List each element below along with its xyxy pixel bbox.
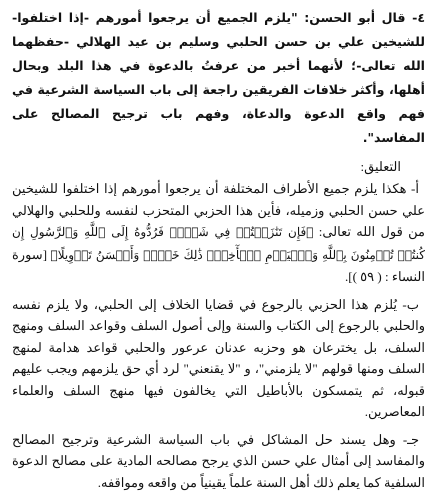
paragraph-b-text: ب- يُلزم هذا الحزبي بالرجوع في قضايا الخلاف إلى الحلبي، ولا يلزم نفسه والحلبي بالرجوع إلى الكتاب والسنة وإلى أصول السلف وقواعد السلف ومنهج السلف، بل يخترعان هو وحزبه عدنان عرعور والحلبي قواعد هدامة لمنهج السلف ومنها قولهم "لا يلزمني"، و "لا يقنعني" لرد أي حق يلزمهم ويجب عليهم قبوله، ثم يتمسكون بالأباطيل التي يخالفون فيها منهج السلف والعلماء المعاصرين. — [12, 296, 425, 419]
comment-paragraph-a — [12, 178, 425, 288]
paragraph-c-text: جـ- وهل يسند حل المشاكل في باب السياسة الشرعية وترجيح المصالح والمفاسد إلى أمثال علي حسن الذي يرجح مصالحه المادية على مصالح الدعوة السلفية كما يعلم ذلك أهل السنة علماً يقينياً من واقعه ومواقفه. — [12, 431, 425, 490]
comment-paragraph-b — [12, 294, 425, 423]
verse-reference: [سورة النساء : ( ٥٩ )]. — [12, 246, 425, 284]
comment-paragraph-c — [12, 429, 425, 494]
point-number: ٤ — [417, 10, 425, 25]
quoted-statement — [12, 6, 425, 150]
paragraph-a-intro: أ- هكذا يلزم جميع الأطراف المختلفة أن يرجعوا أمورهم إذا اختلفوا للشيخين علي حسن الحلبي وزميله، فأين هذا الحزبي المتحزب لنفسه وللحلبي والهلالي من قول الله تعالى: — [12, 181, 425, 239]
point-text: - قال أبو الحسن: "يلزم الجميع أن يرجعوا أمورهم -إذا اختلفوا- للشيخين علي بن حسن الحلبي وسليم بن عيد الهلالي -حفظهما الله تعالى-؛ لأنهما أخبر من عرفتُ بالدعوة في هذا البلد وبحال أهلها، وأكثر خلافات الفريقين راجعة إلى باب السياسة الشرعية في فهم واقع الدعوة والدعاة، وفهم باب ترجيح المصالح على المفاسد". — [12, 10, 425, 145]
point-four — [12, 6, 425, 150]
comment-heading: التعليق: — [360, 159, 401, 174]
quran-verse: ﴿فَإِن تَنَٰزَعۡتُمۡ فِي شَيۡءٖ فَرُدُّوهُ إِلَى ٱللَّهِ وَٱلرَّسُولِ إِن كُنتُمۡ تُؤۡمِنُونَ بِٱللَّهِ وَٱلۡيَوۡمِ ٱلۡأٓخِرِۚ ذَٰلِكَ خَيۡرٞ وَأَحۡسَنُ تَأۡوِيلًا﴾ — [12, 225, 426, 262]
